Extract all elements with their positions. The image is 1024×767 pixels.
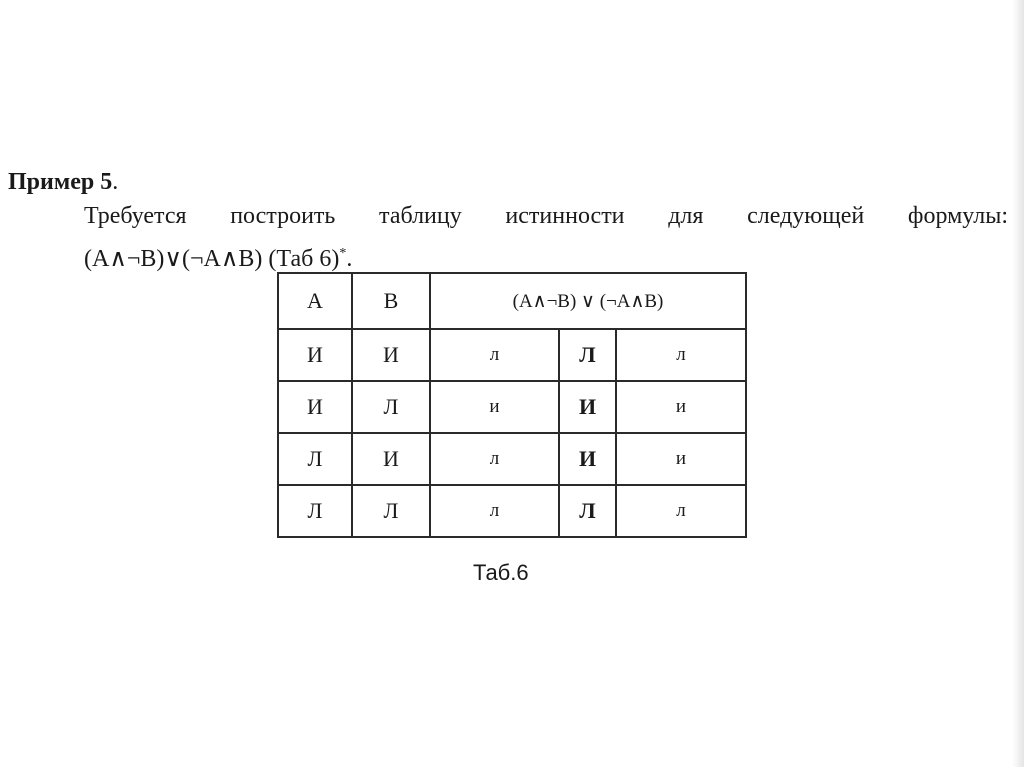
cell-left-conjunction: л bbox=[430, 329, 559, 381]
cell-a: Л bbox=[278, 485, 352, 537]
cell-b: Л bbox=[352, 381, 430, 433]
cell-result: И bbox=[559, 381, 616, 433]
cell-result: Л bbox=[559, 329, 616, 381]
table-caption: Таб.6 bbox=[473, 560, 529, 585]
cell-a: И bbox=[278, 329, 352, 381]
table-row bbox=[278, 485, 746, 537]
cell-left-conjunction: л bbox=[430, 485, 559, 537]
cell-right-conjunction: л bbox=[616, 329, 746, 381]
footnote-mark: * bbox=[339, 246, 347, 261]
cell-right-conjunction: и bbox=[616, 433, 746, 485]
cell-a: Л bbox=[278, 433, 352, 485]
header-b: В bbox=[352, 273, 430, 329]
cell-left-conjunction: и bbox=[430, 381, 559, 433]
slide-edge-shadow bbox=[1012, 0, 1024, 767]
cell-a: И bbox=[278, 381, 352, 433]
example-label: Пример 5 bbox=[8, 169, 113, 195]
table-row bbox=[278, 329, 746, 381]
table-row bbox=[278, 381, 746, 433]
table-row bbox=[278, 433, 746, 485]
cell-right-conjunction: и bbox=[616, 381, 746, 433]
example-heading bbox=[8, 167, 118, 197]
formula: (A∧¬B)∨(¬A∧B) bbox=[84, 246, 263, 272]
cell-b: Л bbox=[352, 485, 430, 537]
header-a: А bbox=[278, 273, 352, 329]
cell-right-conjunction: л bbox=[616, 485, 746, 537]
example-period: . bbox=[112, 169, 119, 195]
cell-b: И bbox=[352, 433, 430, 485]
formula-end: . bbox=[346, 246, 353, 272]
task-statement: Требуется построить таблицу истинности для следующей формулы: bbox=[84, 203, 1008, 229]
cell-result: И bbox=[559, 433, 616, 485]
cell-left-conjunction: л bbox=[430, 433, 559, 485]
table-header-row bbox=[278, 273, 746, 329]
cell-b: И bbox=[352, 329, 430, 381]
truth-table bbox=[277, 272, 747, 538]
table-reference: (Таб 6) bbox=[262, 246, 340, 272]
header-formula: (A∧¬B) ∨ (¬A∧B) bbox=[430, 273, 746, 329]
cell-result: Л bbox=[559, 485, 616, 537]
formula-line bbox=[84, 238, 352, 275]
